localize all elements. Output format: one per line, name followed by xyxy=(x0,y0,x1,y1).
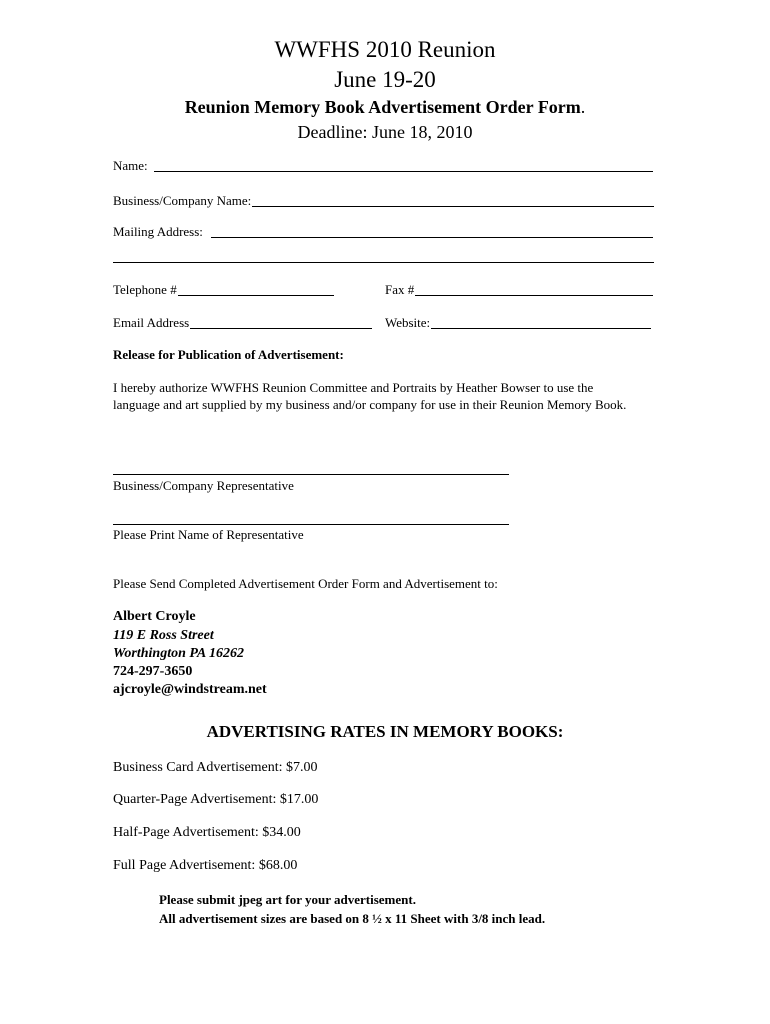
rate-quarter-page: Quarter-Page Advertisement: $17.00 xyxy=(113,792,319,807)
send-instruction: Please Send Completed Advertisement Order Form and Advertisement to: xyxy=(113,576,498,591)
mailing-address-line-2[interactable] xyxy=(113,262,654,263)
contact-email: ajcroyle@windstream.net xyxy=(113,682,267,697)
name-field[interactable] xyxy=(113,158,653,174)
sheet-size-note: All advertisement sizes are based on 8 ½ x 11 Sheet with 3/8 inch lead. xyxy=(159,911,546,926)
fax-line[interactable] xyxy=(415,295,653,296)
event-dates: June 19-20 xyxy=(334,67,436,92)
jpeg-art-note: Please submit jpeg art for your advertisement. xyxy=(159,892,416,907)
rate-full-page: Full Page Advertisement: $68.00 xyxy=(113,858,298,873)
mailing-address-line[interactable] xyxy=(211,237,653,238)
rate-half-page: Half-Page Advertisement: $34.00 xyxy=(113,825,301,840)
fax-field[interactable] xyxy=(385,282,653,298)
form-title-suffix: . xyxy=(580,97,586,117)
contact-city xyxy=(113,645,244,663)
representative-print-name-line[interactable] xyxy=(113,524,509,525)
email-label: Email Address xyxy=(113,315,190,330)
representative-signature-label: Business/Company Representative xyxy=(113,478,294,493)
deadline: Deadline: June 18, 2010 xyxy=(297,122,473,142)
telephone-line[interactable] xyxy=(178,295,334,296)
representative-signature-line[interactable] xyxy=(113,474,509,475)
contact-phone: 724-297-3650 xyxy=(113,664,193,679)
name-line[interactable] xyxy=(154,171,653,172)
form-title xyxy=(0,96,770,118)
telephone-field[interactable] xyxy=(113,282,334,298)
form-title-text: Reunion Memory Book Advertisement Order Form xyxy=(184,97,581,117)
business-name-field[interactable] xyxy=(113,193,654,209)
contact-name: Albert Croyle xyxy=(113,609,196,624)
mailing-address-label: Mailing Address: xyxy=(113,224,203,239)
telephone-label: Telephone # xyxy=(113,282,177,297)
page-title: WWFHS 2010 Reunion xyxy=(274,37,496,62)
name-label: Name: xyxy=(113,158,148,173)
contact-city-text: Worthington PA 16262 xyxy=(113,646,244,661)
website-field[interactable] xyxy=(385,315,651,331)
email-field[interactable] xyxy=(113,315,372,331)
release-body: I hereby authorize WWFHS Reunion Committee and Portraits by Heather Bowser to use the language and art supplied by my business and/or company for use in their Reunion Memory Book. xyxy=(113,380,627,412)
business-name-line[interactable] xyxy=(252,206,654,207)
contact-street-text: 119 E Ross Street xyxy=(113,628,214,643)
contact-street xyxy=(113,627,214,645)
rates-heading: ADVERTISING RATES IN MEMORY BOOKS: xyxy=(206,722,564,741)
rate-business-card: Business Card Advertisement: $7.00 xyxy=(113,760,318,775)
website-line[interactable] xyxy=(431,328,651,329)
business-name-label: Business/Company Name: xyxy=(113,193,252,208)
release-heading: Release for Publication of Advertisement: xyxy=(113,347,344,362)
fax-label: Fax # xyxy=(385,282,415,297)
mailing-address-field[interactable] xyxy=(113,224,653,240)
website-label: Website: xyxy=(385,315,431,330)
email-line[interactable] xyxy=(190,328,372,329)
representative-print-name-label: Please Print Name of Representative xyxy=(113,527,304,542)
